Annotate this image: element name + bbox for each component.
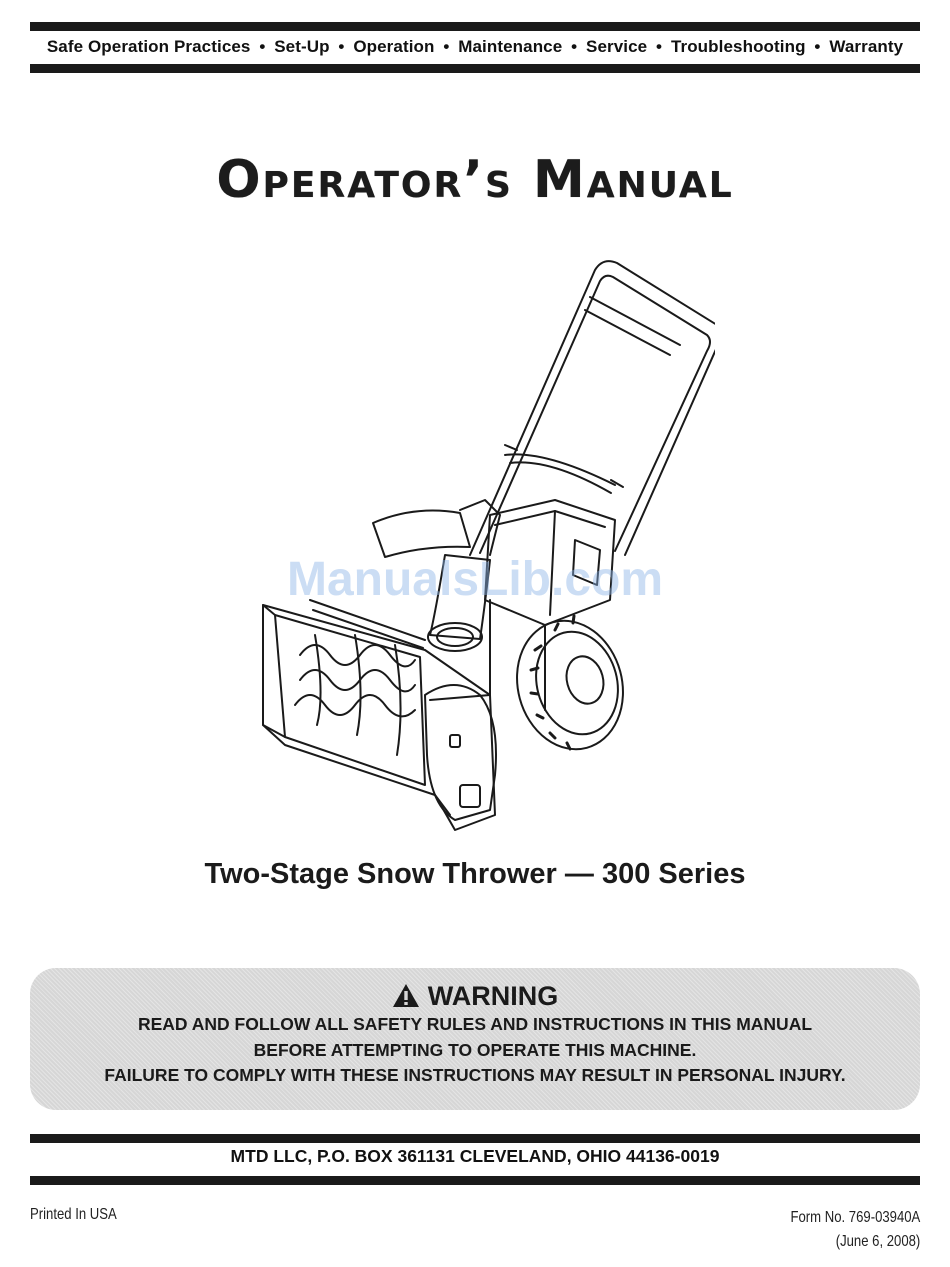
warning-heading-text: WARNING [427, 981, 559, 1011]
nav-separator: • [656, 37, 663, 56]
nav-item-troubleshooting: Troubleshooting [670, 37, 806, 56]
nav-item-safe-operation: Safe Operation Practices [46, 37, 251, 56]
form-info [790, 1206, 920, 1254]
section-nav [30, 32, 920, 62]
bottom-rule-upper [30, 1134, 920, 1143]
nav-separator: • [259, 37, 266, 56]
nav-item-setup: Set-Up [274, 37, 330, 56]
warning-triangle-icon [392, 983, 420, 1008]
warning-heading [30, 980, 920, 1012]
nav-item-operation: Operation [353, 37, 435, 56]
nav-item-service: Service [586, 37, 648, 56]
bottom-rule-lower [30, 1176, 920, 1185]
snow-thrower-illustration [255, 255, 715, 835]
nav-item-warranty: Warranty [829, 37, 904, 56]
watermark: ManualsLib.com [286, 553, 664, 606]
printed-in-label: Printed In USA [30, 1206, 117, 1223]
page-title: Operator’s Manual [216, 150, 734, 210]
nav-item-maintenance: Maintenance [458, 37, 563, 56]
nav-separator: • [443, 37, 450, 56]
product-subtitle: Two-Stage Snow Thrower — 300 Series [204, 858, 746, 890]
warning-line: BEFORE ATTEMPTING TO OPERATE THIS MACHINE. [253, 1039, 697, 1060]
company-address: MTD LLC, P.O. BOX 361131 CLEVELAND, OHIO 44136-0019 [230, 1146, 720, 1166]
warning-line: READ AND FOLLOW ALL SAFETY RULES AND INSTRUCTIONS IN THIS MANUAL [137, 1014, 813, 1034]
top-rule-upper [30, 22, 920, 31]
form-date: (June 6, 2008) [835, 1233, 920, 1250]
top-rule-lower [30, 64, 920, 73]
nav-separator: • [814, 37, 821, 56]
warning-line: FAILURE TO COMPLY WITH THESE INSTRUCTIONS MAY RESULT IN PERSONAL INJURY. [104, 1065, 846, 1085]
form-number: Form No. 769-03940A [790, 1209, 920, 1226]
warning-box [30, 968, 920, 1110]
nav-separator: • [338, 37, 345, 56]
nav-separator: • [571, 37, 578, 56]
